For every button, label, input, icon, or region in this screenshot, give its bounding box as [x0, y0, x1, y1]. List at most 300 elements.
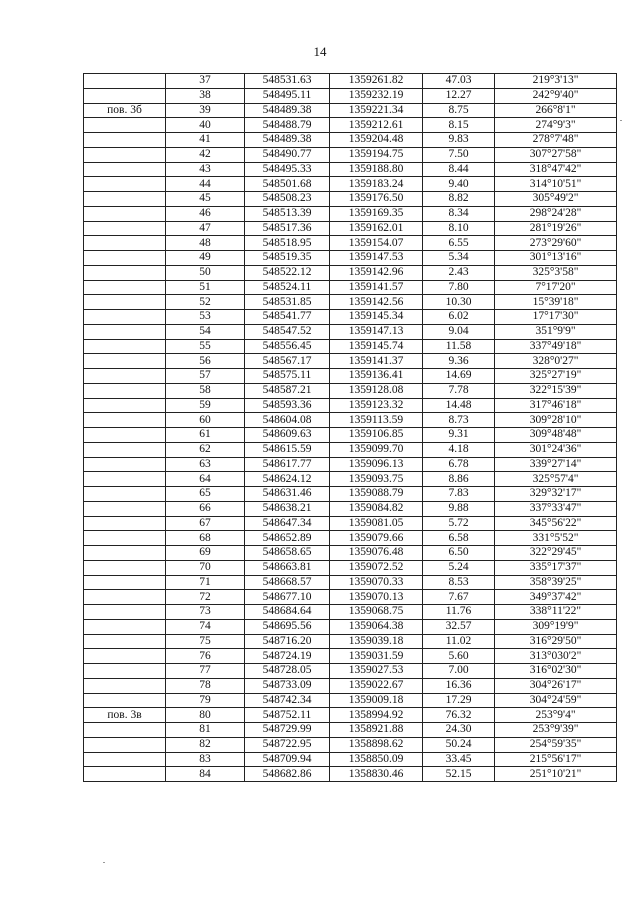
- table-row: [84, 575, 617, 590]
- row-label-cell: [84, 265, 166, 280]
- row-label-cell: [84, 546, 166, 561]
- point-number-cell: 41: [166, 133, 245, 148]
- x-coordinate-cell: 548541.77: [245, 310, 330, 325]
- point-number-cell: 78: [166, 678, 245, 693]
- x-coordinate-cell: 548489.38: [245, 103, 330, 118]
- table-row: [84, 678, 617, 693]
- distance-cell: 8.82: [423, 192, 495, 207]
- bearing-cell: 301°24'36": [495, 442, 617, 457]
- distance-cell: 14.69: [423, 369, 495, 384]
- point-number-cell: 45: [166, 192, 245, 207]
- row-label-cell: [84, 251, 166, 266]
- row-label-cell: [84, 619, 166, 634]
- distance-cell: 8.73: [423, 413, 495, 428]
- bearing-cell: 281°19'26": [495, 221, 617, 236]
- distance-cell: 2.43: [423, 265, 495, 280]
- bearing-cell: 325°57'4": [495, 472, 617, 487]
- table-row: [84, 413, 617, 428]
- row-label-cell: [84, 339, 166, 354]
- point-number-cell: 56: [166, 354, 245, 369]
- table-row: [84, 192, 617, 207]
- x-coordinate-cell: 548617.77: [245, 457, 330, 472]
- x-coordinate-cell: 548716.20: [245, 634, 330, 649]
- x-coordinate-cell: 548501.68: [245, 177, 330, 192]
- distance-cell: 8.44: [423, 162, 495, 177]
- table-row: [84, 723, 617, 738]
- table-row: [84, 133, 617, 148]
- row-label-cell: [84, 310, 166, 325]
- y-coordinate-cell: 1359084.82: [330, 501, 423, 516]
- distance-cell: 14.48: [423, 398, 495, 413]
- distance-cell: 8.53: [423, 575, 495, 590]
- bearing-cell: 253°9'39": [495, 723, 617, 738]
- table-row: [84, 590, 617, 605]
- bearing-cell: 325°3'58": [495, 265, 617, 280]
- bearing-cell: 345°56'22": [495, 516, 617, 531]
- row-label-cell: [84, 501, 166, 516]
- bearing-cell: 309°48'48": [495, 428, 617, 443]
- distance-cell: 9.88: [423, 501, 495, 516]
- distance-cell: 9.31: [423, 428, 495, 443]
- bearing-cell: 309°19'9": [495, 619, 617, 634]
- bearing-cell: 15°39'18": [495, 295, 617, 310]
- point-number-cell: 66: [166, 501, 245, 516]
- row-label-cell: [84, 442, 166, 457]
- y-coordinate-cell: 1359113.59: [330, 413, 423, 428]
- x-coordinate-cell: 548677.10: [245, 590, 330, 605]
- table-row: [84, 310, 617, 325]
- point-number-cell: 76: [166, 649, 245, 664]
- y-coordinate-cell: 1359068.75: [330, 605, 423, 620]
- y-coordinate-cell: 1359188.80: [330, 162, 423, 177]
- distance-cell: 76.32: [423, 708, 495, 723]
- row-label-cell: [84, 605, 166, 620]
- row-label-cell: [84, 457, 166, 472]
- table-row: [84, 737, 617, 752]
- table-row: [84, 251, 617, 266]
- point-number-cell: 50: [166, 265, 245, 280]
- distance-cell: 11.76: [423, 605, 495, 620]
- row-label-cell: [84, 354, 166, 369]
- point-number-cell: 51: [166, 280, 245, 295]
- table-row: [84, 752, 617, 767]
- x-coordinate-cell: 548663.81: [245, 560, 330, 575]
- y-coordinate-cell: 1359147.53: [330, 251, 423, 266]
- distance-cell: 7.00: [423, 664, 495, 679]
- y-coordinate-cell: 1359079.66: [330, 531, 423, 546]
- bearing-cell: 351°9'9": [495, 324, 617, 339]
- row-label-cell: [84, 324, 166, 339]
- distance-cell: 33.45: [423, 752, 495, 767]
- x-coordinate-cell: 548567.17: [245, 354, 330, 369]
- x-coordinate-cell: 548652.89: [245, 531, 330, 546]
- point-number-cell: 67: [166, 516, 245, 531]
- point-number-cell: 57: [166, 369, 245, 384]
- x-coordinate-cell: 548647.34: [245, 516, 330, 531]
- y-coordinate-cell: 1359162.01: [330, 221, 423, 236]
- table-row: [84, 664, 617, 679]
- row-label-cell: [84, 664, 166, 679]
- y-coordinate-cell: 1359027.53: [330, 664, 423, 679]
- bearing-cell: 7°17'20": [495, 280, 617, 295]
- y-coordinate-cell: 1359136.41: [330, 369, 423, 384]
- y-coordinate-cell: 1359142.56: [330, 295, 423, 310]
- x-coordinate-cell: 548593.36: [245, 398, 330, 413]
- row-label-cell: [84, 192, 166, 207]
- distance-cell: 17.29: [423, 693, 495, 708]
- table-row: [84, 619, 617, 634]
- x-coordinate-cell: 548513.39: [245, 206, 330, 221]
- y-coordinate-cell: 1359141.57: [330, 280, 423, 295]
- y-coordinate-cell: 1359169.35: [330, 206, 423, 221]
- bearing-cell: 274°9'3": [495, 118, 617, 133]
- point-number-cell: 79: [166, 693, 245, 708]
- bearing-cell: 325°27'19": [495, 369, 617, 384]
- bearing-cell: 304°24'59": [495, 693, 617, 708]
- bearing-cell: 298°24'28": [495, 206, 617, 221]
- table-row: [84, 442, 617, 457]
- row-label-cell: [84, 147, 166, 162]
- table-row: [84, 339, 617, 354]
- point-number-cell: 68: [166, 531, 245, 546]
- y-coordinate-cell: 1359076.48: [330, 546, 423, 561]
- row-label-cell: [84, 118, 166, 133]
- bearing-cell: 254°59'35": [495, 737, 617, 752]
- point-number-cell: 59: [166, 398, 245, 413]
- row-label-cell: [84, 413, 166, 428]
- point-number-cell: 72: [166, 590, 245, 605]
- distance-cell: 5.72: [423, 516, 495, 531]
- y-coordinate-cell: 1359072.52: [330, 560, 423, 575]
- row-label-cell: [84, 634, 166, 649]
- x-coordinate-cell: 548495.11: [245, 88, 330, 103]
- x-coordinate-cell: 548682.86: [245, 767, 330, 782]
- point-number-cell: 38: [166, 88, 245, 103]
- point-number-cell: 63: [166, 457, 245, 472]
- row-label-cell: [84, 369, 166, 384]
- bearing-cell: 331°5'52": [495, 531, 617, 546]
- page-number: 14: [313, 44, 327, 59]
- x-coordinate-cell: 548668.57: [245, 575, 330, 590]
- distance-cell: 7.78: [423, 383, 495, 398]
- y-coordinate-cell: 1359142.96: [330, 265, 423, 280]
- table-row: [84, 162, 617, 177]
- y-coordinate-cell: 1359039.18: [330, 634, 423, 649]
- distance-cell: 9.40: [423, 177, 495, 192]
- y-coordinate-cell: 1359154.07: [330, 236, 423, 251]
- distance-cell: 8.34: [423, 206, 495, 221]
- y-coordinate-cell: 1358994.92: [330, 708, 423, 723]
- y-coordinate-cell: 1359088.79: [330, 487, 423, 502]
- distance-cell: 7.50: [423, 147, 495, 162]
- table-row: [84, 236, 617, 251]
- bearing-cell: 309°28'10": [495, 413, 617, 428]
- point-number-cell: 53: [166, 310, 245, 325]
- point-number-cell: 58: [166, 383, 245, 398]
- distance-cell: 7.80: [423, 280, 495, 295]
- distance-cell: 8.15: [423, 118, 495, 133]
- point-number-cell: 40: [166, 118, 245, 133]
- row-label-cell: [84, 678, 166, 693]
- table-row: [84, 605, 617, 620]
- row-label-cell: [84, 162, 166, 177]
- scan-speck: [620, 120, 622, 121]
- point-number-cell: 61: [166, 428, 245, 443]
- point-number-cell: 47: [166, 221, 245, 236]
- bearing-cell: 318°47'42": [495, 162, 617, 177]
- table-row: [84, 531, 617, 546]
- distance-cell: 8.75: [423, 103, 495, 118]
- bearing-cell: 314°10'51": [495, 177, 617, 192]
- x-coordinate-cell: 548575.11: [245, 369, 330, 384]
- point-number-cell: 48: [166, 236, 245, 251]
- point-number-cell: 81: [166, 723, 245, 738]
- distance-cell: 5.60: [423, 649, 495, 664]
- x-coordinate-cell: 548524.11: [245, 280, 330, 295]
- point-number-cell: 73: [166, 605, 245, 620]
- table-row: [84, 74, 617, 89]
- x-coordinate-cell: 548531.85: [245, 295, 330, 310]
- x-coordinate-cell: 548519.35: [245, 251, 330, 266]
- y-coordinate-cell: 1359093.75: [330, 472, 423, 487]
- table-row: [84, 206, 617, 221]
- row-label-cell: [84, 221, 166, 236]
- y-coordinate-cell: 1359128.08: [330, 383, 423, 398]
- y-coordinate-cell: 1359031.59: [330, 649, 423, 664]
- point-number-cell: 49: [166, 251, 245, 266]
- coordinates-table-body: [84, 74, 617, 782]
- row-label-cell: [84, 133, 166, 148]
- table-row: [84, 265, 617, 280]
- row-label-cell: [84, 590, 166, 605]
- y-coordinate-cell: 1359099.70: [330, 442, 423, 457]
- row-label-cell: пов. 3в: [84, 708, 166, 723]
- distance-cell: 8.10: [423, 221, 495, 236]
- point-number-cell: 46: [166, 206, 245, 221]
- bearing-cell: 338°11'22": [495, 605, 617, 620]
- bearing-cell: 253°9'4": [495, 708, 617, 723]
- bearing-cell: 316°02'30": [495, 664, 617, 679]
- table-row: [84, 221, 617, 236]
- table-row: [84, 487, 617, 502]
- point-number-cell: 55: [166, 339, 245, 354]
- y-coordinate-cell: 1358898.62: [330, 737, 423, 752]
- distance-cell: 9.83: [423, 133, 495, 148]
- table-row: [84, 295, 617, 310]
- point-number-cell: 69: [166, 546, 245, 561]
- distance-cell: 9.36: [423, 354, 495, 369]
- x-coordinate-cell: 548742.34: [245, 693, 330, 708]
- row-label-cell: [84, 280, 166, 295]
- point-number-cell: 84: [166, 767, 245, 782]
- x-coordinate-cell: 548609.63: [245, 428, 330, 443]
- y-coordinate-cell: 1359261.82: [330, 74, 423, 89]
- distance-cell: 6.58: [423, 531, 495, 546]
- y-coordinate-cell: 1359221.34: [330, 103, 423, 118]
- y-coordinate-cell: 1359096.13: [330, 457, 423, 472]
- y-coordinate-cell: 1359022.67: [330, 678, 423, 693]
- row-label-cell: [84, 693, 166, 708]
- coordinates-table: [83, 73, 617, 782]
- distance-cell: 6.55: [423, 236, 495, 251]
- y-coordinate-cell: 1359070.13: [330, 590, 423, 605]
- bearing-cell: 313°030'2": [495, 649, 617, 664]
- table-row: [84, 649, 617, 664]
- y-coordinate-cell: 1359009.18: [330, 693, 423, 708]
- y-coordinate-cell: 1359147.13: [330, 324, 423, 339]
- bearing-cell: 337°49'18": [495, 339, 617, 354]
- row-label-cell: [84, 723, 166, 738]
- bearing-cell: 316°29'50": [495, 634, 617, 649]
- x-coordinate-cell: 548729.99: [245, 723, 330, 738]
- bearing-cell: 337°33'47": [495, 501, 617, 516]
- distance-cell: 7.83: [423, 487, 495, 502]
- row-label-cell: [84, 531, 166, 546]
- point-number-cell: 52: [166, 295, 245, 310]
- table-row: [84, 693, 617, 708]
- table-row: [84, 546, 617, 561]
- table-row: [84, 398, 617, 413]
- x-coordinate-cell: 548489.38: [245, 133, 330, 148]
- x-coordinate-cell: 548728.05: [245, 664, 330, 679]
- x-coordinate-cell: 548556.45: [245, 339, 330, 354]
- y-coordinate-cell: 1359194.75: [330, 147, 423, 162]
- bearing-cell: 301°13'16": [495, 251, 617, 266]
- point-number-cell: 37: [166, 74, 245, 89]
- row-label-cell: [84, 88, 166, 103]
- table-row: [84, 103, 617, 118]
- distance-cell: 32.57: [423, 619, 495, 634]
- point-number-cell: 42: [166, 147, 245, 162]
- table-row: [84, 634, 617, 649]
- point-number-cell: 64: [166, 472, 245, 487]
- point-number-cell: 74: [166, 619, 245, 634]
- x-coordinate-cell: 548531.63: [245, 74, 330, 89]
- bearing-cell: 322°29'45": [495, 546, 617, 561]
- row-label-cell: [84, 472, 166, 487]
- table-row: [84, 560, 617, 575]
- distance-cell: 47.03: [423, 74, 495, 89]
- row-label-cell: [84, 649, 166, 664]
- row-label-cell: [84, 516, 166, 531]
- table-row: [84, 383, 617, 398]
- point-number-cell: 80: [166, 708, 245, 723]
- point-number-cell: 75: [166, 634, 245, 649]
- row-label-cell: [84, 560, 166, 575]
- row-label-cell: [84, 752, 166, 767]
- distance-cell: 52.15: [423, 767, 495, 782]
- bearing-cell: 304°26'17": [495, 678, 617, 693]
- distance-cell: 12.27: [423, 88, 495, 103]
- distance-cell: 50.24: [423, 737, 495, 752]
- table-row: [84, 516, 617, 531]
- row-label-cell: [84, 428, 166, 443]
- x-coordinate-cell: 548587.21: [245, 383, 330, 398]
- y-coordinate-cell: 1359141.37: [330, 354, 423, 369]
- row-label-cell: [84, 236, 166, 251]
- distance-cell: 11.58: [423, 339, 495, 354]
- row-label-cell: [84, 487, 166, 502]
- x-coordinate-cell: 548495.33: [245, 162, 330, 177]
- bearing-cell: 339°27'14": [495, 457, 617, 472]
- x-coordinate-cell: 548724.19: [245, 649, 330, 664]
- y-coordinate-cell: 1359204.48: [330, 133, 423, 148]
- table-row: [84, 767, 617, 782]
- x-coordinate-cell: 548722.95: [245, 737, 330, 752]
- table-row: [84, 118, 617, 133]
- x-coordinate-cell: 548658.65: [245, 546, 330, 561]
- row-label-cell: [84, 575, 166, 590]
- y-coordinate-cell: 1358850.09: [330, 752, 423, 767]
- x-coordinate-cell: 548518.95: [245, 236, 330, 251]
- x-coordinate-cell: 548638.21: [245, 501, 330, 516]
- point-number-cell: 44: [166, 177, 245, 192]
- distance-cell: 7.67: [423, 590, 495, 605]
- table-row: [84, 457, 617, 472]
- distance-cell: 24.30: [423, 723, 495, 738]
- x-coordinate-cell: 548490.77: [245, 147, 330, 162]
- bearing-cell: 266°8'1": [495, 103, 617, 118]
- scan-speck: [103, 862, 105, 863]
- x-coordinate-cell: 548695.56: [245, 619, 330, 634]
- table-row: [84, 147, 617, 162]
- row-label-cell: [84, 177, 166, 192]
- x-coordinate-cell: 548733.09: [245, 678, 330, 693]
- y-coordinate-cell: 1359212.61: [330, 118, 423, 133]
- bearing-cell: 278°7'48": [495, 133, 617, 148]
- x-coordinate-cell: 548631.46: [245, 487, 330, 502]
- y-coordinate-cell: 1359081.05: [330, 516, 423, 531]
- y-coordinate-cell: 1359145.74: [330, 339, 423, 354]
- x-coordinate-cell: 548624.12: [245, 472, 330, 487]
- point-number-cell: 43: [166, 162, 245, 177]
- distance-cell: 4.18: [423, 442, 495, 457]
- row-label-cell: [84, 767, 166, 782]
- bearing-cell: 349°37'42": [495, 590, 617, 605]
- x-coordinate-cell: 548522.12: [245, 265, 330, 280]
- y-coordinate-cell: 1359145.34: [330, 310, 423, 325]
- distance-cell: 16.36: [423, 678, 495, 693]
- bearing-cell: 251°10'21": [495, 767, 617, 782]
- bearing-cell: 335°17'37": [495, 560, 617, 575]
- y-coordinate-cell: 1359123.32: [330, 398, 423, 413]
- distance-cell: 10.30: [423, 295, 495, 310]
- x-coordinate-cell: 548604.08: [245, 413, 330, 428]
- table-row: [84, 708, 617, 723]
- bearing-cell: 317°46'18": [495, 398, 617, 413]
- x-coordinate-cell: 548684.64: [245, 605, 330, 620]
- bearing-cell: 358°39'25": [495, 575, 617, 590]
- row-label-cell: [84, 383, 166, 398]
- row-label-cell: [84, 295, 166, 310]
- y-coordinate-cell: 1358830.46: [330, 767, 423, 782]
- distance-cell: 5.24: [423, 560, 495, 575]
- row-label-cell: [84, 398, 166, 413]
- y-coordinate-cell: 1359183.24: [330, 177, 423, 192]
- y-coordinate-cell: 1359232.19: [330, 88, 423, 103]
- point-number-cell: 70: [166, 560, 245, 575]
- y-coordinate-cell: 1358921.88: [330, 723, 423, 738]
- table-row: [84, 428, 617, 443]
- distance-cell: 8.86: [423, 472, 495, 487]
- point-number-cell: 77: [166, 664, 245, 679]
- table-row: [84, 324, 617, 339]
- table-row: [84, 501, 617, 516]
- y-coordinate-cell: 1359070.33: [330, 575, 423, 590]
- row-label-cell: [84, 74, 166, 89]
- bearing-cell: 307°27'58": [495, 147, 617, 162]
- x-coordinate-cell: 548547.52: [245, 324, 330, 339]
